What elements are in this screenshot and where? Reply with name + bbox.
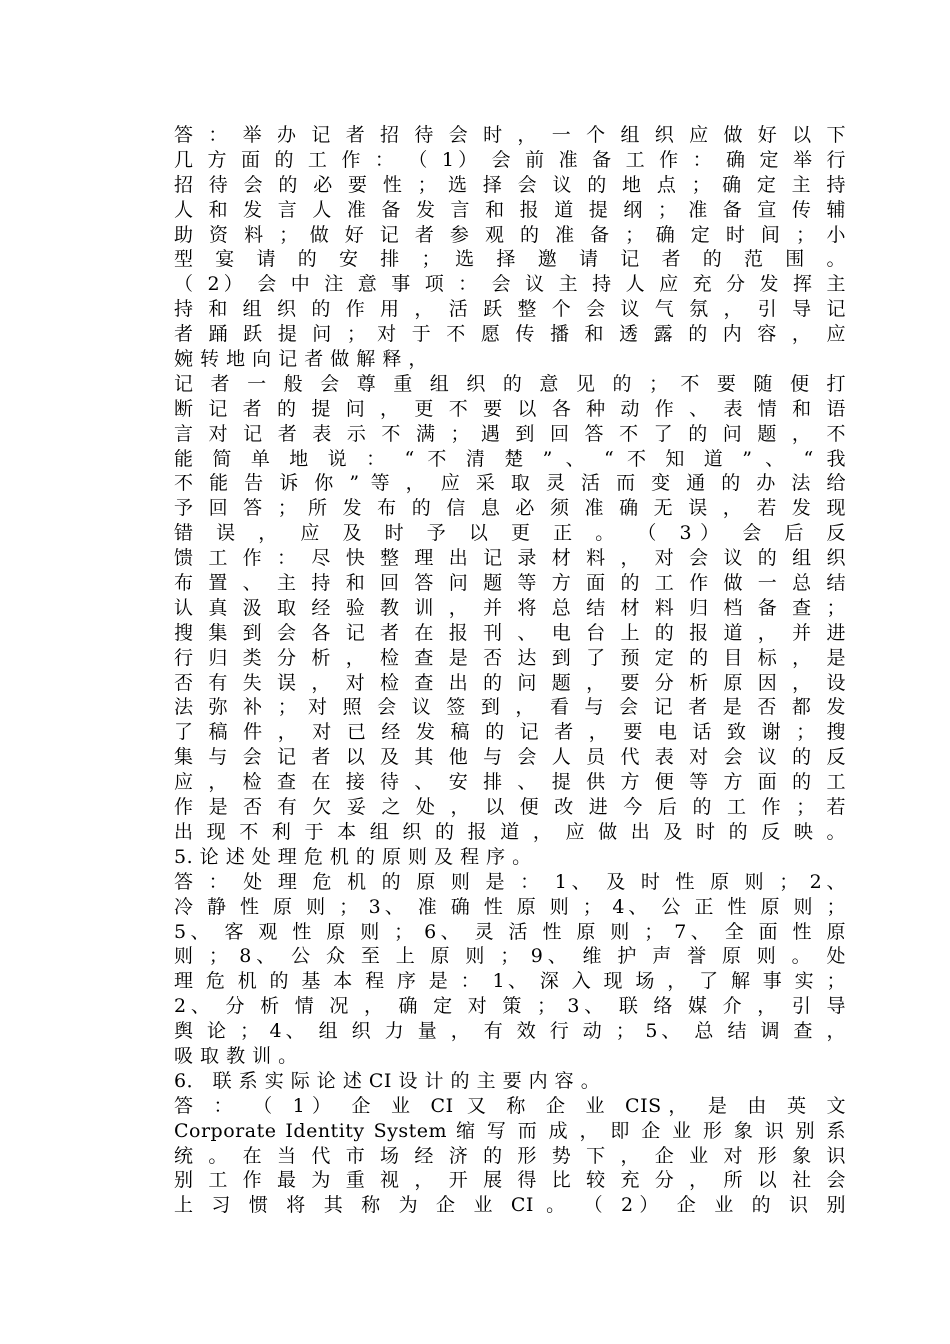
body-text	[174, 123, 846, 1218]
text-line: 人 和 发 言 人 准 备 发 言 和 报 道 提 纲 ； 准 备 宣 传 辅	[174, 198, 846, 221]
text-line: （ 2） 会 中 注 意 事 项 ： 会 议 主 持 人 应 充 分 发 挥 主	[174, 273, 846, 296]
text-line: 吸 取 教 训 。	[174, 1044, 298, 1067]
text-line: Corporate Identity System 缩 写 而 成 ， 即 企 业 形 象 识 别 系	[174, 1119, 846, 1142]
text-line: 搜 集 到 会 各 记 者 在 报 刊 、 电 台 上 的 报 道 ， 并 进	[174, 621, 846, 644]
text-line: 予 回 答 ； 所 发 布 的 信 息 必 须 准 确 无 误 ， 若 发 现	[174, 497, 846, 520]
text-line: 5、 客 观 性 原 则 ； 6、 灵 活 性 原 则 ； 7、 全 面 性 原	[174, 920, 846, 943]
text-line: 统 。 在 当 代 市 场 经 济 的 形 势 下 ， 企 业 对 形 象 识	[174, 1144, 846, 1167]
text-line: 法 弥 补 ； 对 照 会 议 签 到 ， 看 与 会 记 者 是 否 都 发	[174, 696, 846, 719]
text-line: 型 宴 请 的 安 排 ； 选 择 邀 请 记 者 的 范 围 。	[174, 248, 846, 271]
text-line: 不 能 告 诉 你 ” 等 ， 应 采 取 灵 活 而 变 通 的 办 法 给	[174, 472, 846, 495]
text-line: 别 工 作 最 为 重 视 ， 开 展 得 比 较 充 分 ， 所 以 社 会	[174, 1169, 846, 1192]
text-line: 答 ： （ 1） 企 业 CI 又 称 企 业 CIS， 是 由 英 文	[174, 1094, 846, 1117]
text-line: 答 ： 处 理 危 机 的 原 则 是 ： 1、 及 时 性 原 则 ； 2、	[174, 870, 846, 893]
text-line: 认 真 汲 取 经 验 教 训 ， 并 将 总 结 材 料 归 档 备 查 ；	[174, 596, 846, 619]
text-line: 记 者 一 般 会 尊 重 组 织 的 意 见 的 ； 不 要 随 便 打	[174, 372, 846, 395]
text-line: 馈 工 作 ： 尽 快 整 理 出 记 录 材 料 ， 对 会 议 的 组 织	[174, 547, 846, 570]
text-line: 作 是 否 有 欠 妥 之 处 ， 以 便 改 进 今 后 的 工 作 ； 若	[174, 796, 846, 819]
text-line: 则 ； 8、 公 众 至 上 原 则 ； 9、 维 护 声 誉 原 则 。 处	[174, 945, 846, 968]
text-line: 了 稿 件 ， 对 已 经 发 稿 的 记 者 ， 要 电 话 致 谢 ； 搜	[174, 721, 846, 744]
text-line: 断 记 者 的 提 问 ， 更 不 要 以 各 种 动 作 、 表 情 和 语	[174, 397, 846, 420]
text-line: 冷 静 性 原 则 ； 3、 准 确 性 原 则 ； 4、 公 正 性 原 则 ；	[174, 895, 846, 918]
text-line: 应 ， 检 查 在 接 待 、 安 排 、 提 供 方 便 等 方 面 的 工	[174, 771, 846, 794]
text-line: 出 现 不 利 于 本 组 织 的 报 道 ， 应 做 出 及 时 的 反 映 。	[174, 820, 846, 843]
text-line: 否 有 失 误 ， 对 检 查 出 的 问 题 ， 要 分 析 原 因 ， 设	[174, 671, 846, 694]
text-line: 言 对 记 者 表 示 不 满 ； 遇 到 回 答 不 了 的 问 题 ， 不	[174, 422, 846, 445]
text-line: 持 和 组 织 的 作 用 ， 活 跃 整 个 会 议 气 氛 ， 引 导 记	[174, 298, 846, 321]
text-line: 招 待 会 的 必 要 性 ； 选 择 会 议 的 地 点 ； 确 定 主 持	[174, 173, 846, 196]
text-line: 几 方 面 的 工 作 ： （ 1） 会 前 准 备 工 作 ： 确 定 举 行	[174, 148, 846, 171]
text-line: 能 简 单 地 说 ： “ 不 清 楚 ” 、 “ 不 知 道 ” 、 “ 我	[174, 447, 846, 470]
text-line: 2、 分 析 情 况 ， 确 定 对 策 ； 3、 联 络 媒 介 ， 引 导	[174, 995, 846, 1018]
text-line: 行 归 类 分 析 ， 检 查 是 否 达 到 了 预 定 的 目 标 ， 是	[174, 646, 846, 669]
text-line: 集 与 会 记 者 以 及 其 他 与 会 人 员 代 表 对 会 议 的 反	[174, 746, 846, 769]
text-line: 错 误 ， 应 及 时 予 以 更 正 。 （ 3） 会 后 反	[174, 522, 846, 545]
text-line: 舆 论 ； 4、 组 织 力 量 ， 有 效 行 动 ； 5、 总 结 调 查 ，	[174, 1020, 846, 1043]
text-line: 答 ： 举 办 记 者 招 待 会 时 ， 一 个 组 织 应 做 好 以 下	[174, 124, 846, 146]
text-line: 布 置 、 主 持 和 回 答 问 题 等 方 面 的 工 作 做 一 总 结	[174, 572, 846, 595]
section-heading: 6． 联 系 实 际 论 述 CI 设 计 的 主 要 内 容 。	[174, 1069, 601, 1092]
text-line: 婉 转 地 向 记 者 做 解 释 ，	[174, 348, 428, 371]
text-line: 者 踊 跃 提 问 ； 对 于 不 愿 传 播 和 透 露 的 内 容 ， 应	[174, 323, 846, 346]
section-heading: 5. 论 述 处 理 危 机 的 原 则 及 程 序 。	[174, 845, 532, 868]
text-line: 上 习 惯 将 其 称 为 企 业 CI 。 （ 2） 企 业 的 识 别	[174, 1194, 846, 1217]
text-line: 理 危 机 的 基 本 程 序 是 ： 1、 深 入 现 场 ， 了 解 事 实 ；	[174, 970, 846, 993]
text-line: 助 资 料 ； 做 好 记 者 参 观 的 准 备 ； 确 定 时 间 ； 小	[174, 223, 846, 246]
